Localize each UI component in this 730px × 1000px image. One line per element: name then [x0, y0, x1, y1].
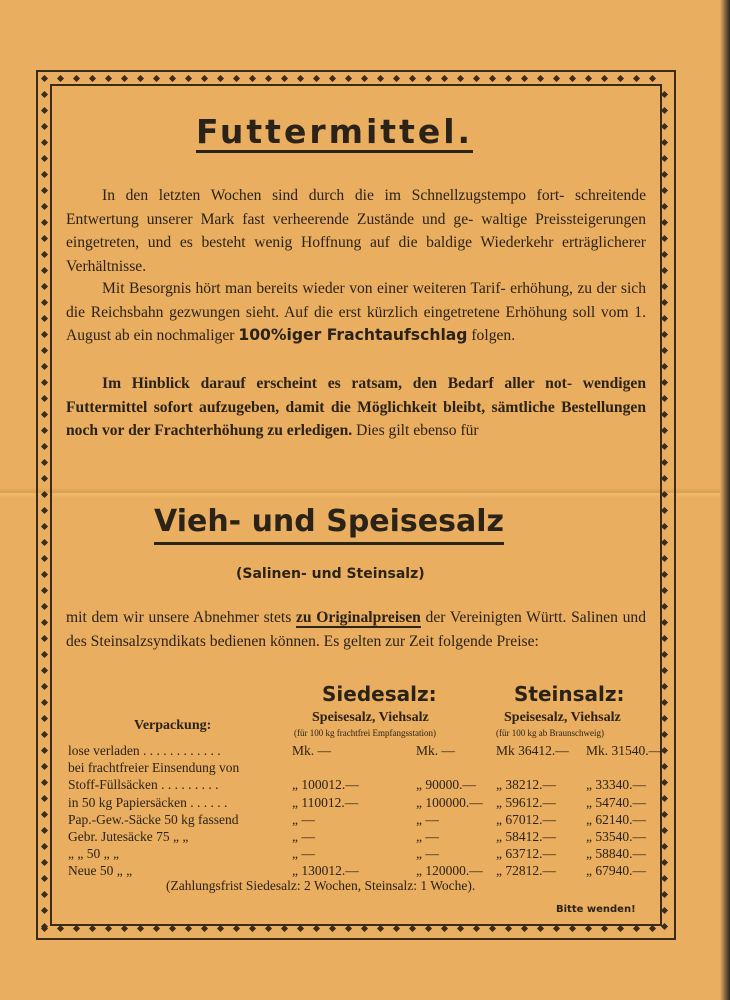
- paragraph-2: [66, 277, 646, 348]
- paragraph-1: In den letzten Wochen sind durch die im Schnellzugstempo fort- schreitende Entwertung unserer Mark fast verheerende Zustände und ge- waltige Preissteigerungen eingetreten, und es besteht wenig Hoffnung auf die baldige Wiederkehr erträglicherer Verhältnisse.: [66, 187, 646, 275]
- table-cell-v1: „ 100012.—: [292, 777, 359, 793]
- paragraph-4: [66, 606, 646, 653]
- table-cell-v1: Mk. —: [292, 743, 332, 758]
- table-cell-v4: „ 54740.—: [586, 794, 646, 810]
- table-row: [66, 776, 650, 793]
- table-cell-v4: „ 33340.—: [586, 777, 646, 793]
- table-cell-v3: „ 63712.—: [496, 846, 556, 862]
- table-cell-v4: „ 62140.—: [586, 811, 646, 827]
- table-cell-v2: „ 120000.—: [416, 863, 483, 879]
- paragraph-3-tail: Dies gilt ebenso für: [352, 422, 479, 439]
- table-cell-v2: „ —: [416, 829, 439, 844]
- table-cell-v3: „ 58412.—: [496, 829, 556, 844]
- table-cell-v2: „ 90000.—: [416, 777, 476, 793]
- group-header-steinsalz: Steinsalz:: [514, 682, 625, 706]
- table-cell-label: Stoff-Füllsäcken . . . . . . . . .: [68, 777, 219, 793]
- siedesalz-note: (für 100 kg frachtfrei Empfangsstation): [294, 728, 436, 738]
- payment-terms: (Zahlungsfrist Siedesalz: 2 Wochen, Steinsalz: 1 Woche).: [166, 878, 476, 893]
- table-row: [66, 794, 650, 811]
- table-cell-v4: „ 58840.—: [586, 846, 646, 862]
- table-cell-v2: Mk. —: [416, 743, 456, 758]
- please-turn-note: Bitte wenden!: [556, 904, 636, 915]
- steinsalz-sub-header: Speisesalz, Viehsalz: [504, 710, 621, 725]
- table-cell-v1: „ —: [292, 811, 315, 827]
- table-cell-label: lose verladen . . . . . . . . . . . .: [68, 743, 221, 758]
- table-cell-label: in 50 kg Papiersäcken . . . . . .: [68, 794, 228, 810]
- packaging-header: Verpackung:: [134, 718, 212, 733]
- table-cell-v3: „ 72812.—: [496, 863, 556, 879]
- table-cell-v3: „ 38212.—: [496, 777, 556, 793]
- subheading-salt: (Salinen- und Steinsalz): [236, 566, 425, 582]
- paragraph-4-end: der Vereinigten Württ. Salinen und des Steinsalzsyndikats bedienen können. Es gelten zur Zeit folgende Preise:: [66, 609, 646, 650]
- original-prices-emphasis: zu Originalpreisen: [296, 609, 421, 626]
- scan-edge: [720, 0, 730, 1000]
- group-header-siedesalz: Siedesalz:: [322, 682, 437, 706]
- siedesalz-sub-header: Speisesalz, Viehsalz: [312, 710, 429, 725]
- table-cell-v4: „ 53540.—: [586, 829, 646, 844]
- table-cell-label: „ „ 50 „ „: [68, 846, 119, 862]
- table-row: [66, 742, 663, 759]
- table-cell-v1: „ 130012.—: [292, 863, 359, 879]
- table-row: [66, 828, 650, 845]
- heading-salt: Vieh- und Speisesalz: [154, 504, 504, 545]
- table-cell-v1: „ 110012.—: [292, 794, 359, 810]
- paragraph-3-bold: Im Hinblick darauf erscheint es ratsam, den Bedarf aller not- wendigen Futtermittel sofort aufzugeben, damit die Möglichkeit bleibt, sämtliche Bestellungen noch vor der Frachterhöhung zu erledigen.: [66, 375, 646, 439]
- table-row: [66, 862, 650, 879]
- table-cell-v2: „ —: [416, 846, 439, 862]
- table-cell-v3: „ 59612.—: [496, 794, 556, 810]
- paragraph-3: [66, 372, 646, 443]
- table-cell-v4: Mk. 31540.—: [586, 743, 663, 758]
- table-cell-label: Gebr. Jutesäcke 75 „ „: [68, 829, 189, 844]
- heading-futtermittel: Futtermittel.: [196, 112, 474, 151]
- table-cell-v1: „ —: [292, 846, 315, 862]
- table-cell-label: Pap.-Gew.-Säcke 50 kg fassend: [68, 811, 239, 827]
- paragraph-4-text: mit dem wir unsere Abnehmer stets: [66, 609, 296, 626]
- table-row: [66, 759, 650, 776]
- paragraph-2-text: Mit Besorgnis hört man bereits wieder von einer weiteren Tarif- erhöhung, zu der sich die Reichsbahn gezwungen sieht. Auf die erst kürzlich eingetretene Erhöhung soll vom 1. August ab ein nochmaliger: [66, 280, 646, 344]
- table-cell-v1: „ —: [292, 829, 315, 844]
- table-cell-label: bei frachtfreier Einsendung von: [68, 760, 240, 776]
- table-cell-label: Neue 50 „ „: [68, 863, 133, 879]
- table-row: [66, 811, 650, 828]
- steinsalz-note: (für 100 kg ab Braunschweig): [496, 728, 604, 738]
- table-cell-v4: „ 67940.—: [586, 863, 646, 879]
- table-cell-v3: „ 67012.—: [496, 811, 556, 827]
- table-cell-v2: „ —: [416, 811, 439, 827]
- freight-surcharge-emphasis: 100%iger Frachtaufschlag: [238, 326, 468, 344]
- table-cell-v2: „ 100000.—: [416, 794, 483, 810]
- table-cell-v3: Mk 36412.—: [496, 743, 569, 758]
- paragraph-2-end: folgen.: [467, 327, 516, 344]
- table-row: [66, 845, 650, 862]
